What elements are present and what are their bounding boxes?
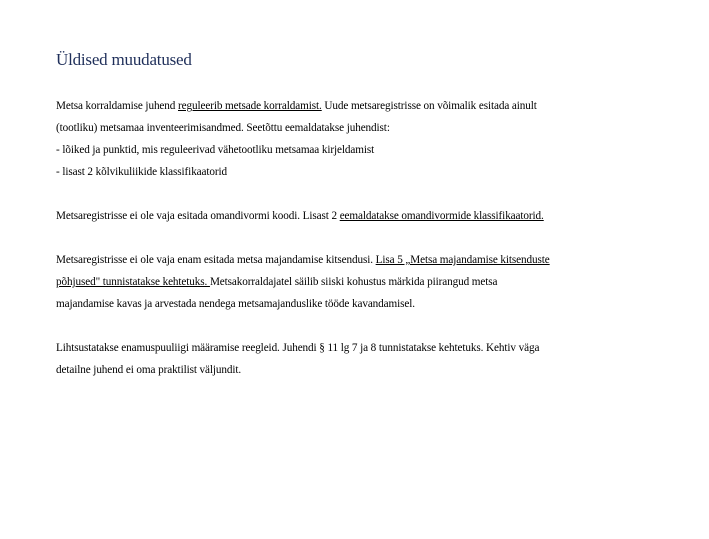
paragraph-3-line-2 — [56, 276, 497, 288]
paragraph-3-line-1 — [56, 254, 550, 266]
bullet-item: - lõiked ja punktid, mis reguleerivad vähetootliku metsamaa kirjeldamist — [56, 144, 375, 156]
text: Uude metsaregistrisse on võimalik esitada ainult — [321, 100, 537, 112]
link-annex-5-cont[interactable]: põhjused" tunnistatakse kehtetuks. — [56, 276, 210, 288]
paragraph-2 — [56, 210, 544, 222]
link-annex-5[interactable]: Lisa 5 „Metsa majandamise kitsenduste — [375, 254, 550, 266]
text: Metsa korraldamise juhend — [56, 100, 178, 112]
paragraph-4-line-2: detailne juhend ei oma praktilist väljundit. — [56, 364, 242, 376]
link-ownership-classifiers[interactable]: eemaldatakse omandivormide klassifikaatorid. — [339, 210, 544, 222]
paragraph-4-line-1: Lihtsustatakse enamuspuuliigi määramise reegleid. Juhendi § 11 lg 7 ja 8 tunnistatakse kehtetuks. Kehtiv väga — [56, 342, 540, 354]
page-title: Üldised muudatused — [56, 50, 192, 69]
paragraph-3-line-3: majandamise kavas ja arvestada nendega metsamajanduslike tööde kavandamisel. — [56, 298, 415, 310]
link-regulation[interactable]: reguleerib metsade korraldamist. — [177, 100, 322, 112]
paragraph-1-line-1 — [56, 100, 537, 112]
text: Metsaregistrisse ei ole vaja enam esitada metsa majandamise kitsendusi. — [56, 254, 376, 266]
text: Metsaregistrisse ei ole vaja esitada omandivormi koodi. Lisast 2 — [56, 210, 340, 222]
paragraph-1-line-2: (tootliku) metsamaa inventeerimisandmed. Seetõttu eemaldatakse juhendist: — [56, 122, 390, 134]
bullet-item: - lisast 2 kõlvikuliikide klassifikaatorid — [56, 166, 228, 178]
text: Metsakorraldajatel säilib siiski kohustus märkida piirangud metsa — [209, 276, 498, 288]
